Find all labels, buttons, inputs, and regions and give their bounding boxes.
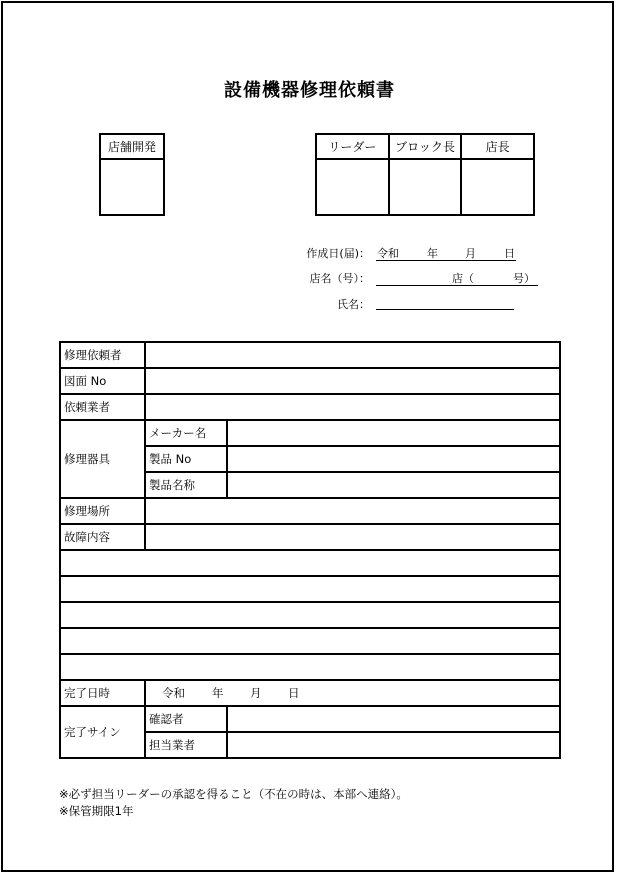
store-suffix: 店（ (452, 272, 474, 285)
table-row (60, 680, 560, 706)
table-row (60, 602, 560, 628)
table-row (60, 498, 560, 524)
location-field[interactable] (145, 498, 560, 524)
stamp-box-store-dev (99, 133, 165, 216)
store-name-label: 店名（号）： (309, 272, 370, 285)
completion-sign-label: 完了サイン (60, 706, 145, 758)
completion-date-field[interactable] (145, 680, 560, 706)
fault-detail-line-4[interactable] (60, 628, 560, 654)
stamp-cell-store-dev[interactable] (100, 159, 164, 215)
created-date-field[interactable] (376, 245, 516, 261)
completion-month: 月 (250, 685, 262, 700)
name-label: 氏名： (337, 298, 370, 311)
completion-year: 年 (212, 685, 224, 700)
drawing-no-field[interactable] (145, 368, 560, 394)
stamp-header-leader: リーダー (316, 134, 389, 159)
vendor-field[interactable] (145, 394, 560, 420)
note-retention: ※保管期限1年 (59, 804, 134, 818)
page-title: 設備機器修理依頼書 (224, 80, 395, 101)
fault-detail-line-3[interactable] (60, 602, 560, 628)
fault-field[interactable] (145, 524, 560, 550)
table-row (60, 420, 560, 446)
fault-detail-line-5[interactable] (60, 654, 560, 680)
notes (59, 786, 408, 820)
table-row (60, 342, 560, 368)
stamp-cell-store-manager[interactable] (461, 159, 534, 215)
confirmer-field[interactable] (227, 706, 560, 732)
table-row (60, 576, 560, 602)
equipment-label: 修理器具 (60, 420, 145, 498)
product-no-field[interactable] (227, 446, 560, 472)
requester-label: 修理依頼者 (60, 342, 145, 368)
table-row (60, 706, 560, 732)
vendor-label: 依頼業者 (60, 394, 145, 420)
requester-field[interactable] (145, 342, 560, 368)
table-row (60, 628, 560, 654)
stamp-header-store-dev: 店舗開発 (100, 134, 164, 159)
table-row (60, 654, 560, 680)
drawing-no-label: 図面 No (60, 368, 145, 394)
fault-detail-line-1[interactable] (60, 550, 560, 576)
maker-field[interactable] (227, 420, 560, 446)
completion-era: 令和 (162, 685, 185, 700)
table-row (60, 550, 560, 576)
repair-form-table (59, 341, 561, 759)
name-field[interactable] (376, 294, 514, 310)
product-no-label: 製品 No (145, 446, 227, 472)
completion-date-label: 完了日時 (60, 680, 145, 706)
fault-label: 故障内容 (60, 524, 145, 550)
created-era: 令和 (377, 247, 399, 260)
product-name-label: 製品名称 (145, 472, 227, 498)
table-row (60, 394, 560, 420)
stamp-box-approvals (315, 133, 535, 216)
table-row (60, 524, 560, 550)
note-approval: ※必ず担当リーダーの承認を得ること（不在の時は、本部へ連絡）。 (59, 787, 408, 801)
maker-label: メーカー名 (145, 420, 227, 446)
product-name-field[interactable] (227, 472, 560, 498)
created-month: 月 (465, 247, 476, 260)
stamp-cell-leader[interactable] (316, 159, 389, 215)
location-label: 修理場所 (60, 498, 145, 524)
store-name-field[interactable] (376, 270, 538, 286)
stamp-header-block-manager: ブロック長 (389, 134, 462, 159)
completion-day: 日 (288, 685, 300, 700)
store-number-suffix: 号） (513, 272, 535, 285)
created-date-label: 作成日(届)： (306, 247, 370, 260)
confirmer-label: 確認者 (145, 706, 227, 732)
stamp-header-store-manager: 店長 (461, 134, 534, 159)
worker-label: 担当業者 (145, 732, 227, 758)
stamp-cell-block-manager[interactable] (389, 159, 462, 215)
worker-field[interactable] (227, 732, 560, 758)
table-row (60, 368, 560, 394)
created-year: 年 (427, 247, 438, 260)
created-day: 日 (504, 247, 515, 260)
fault-detail-line-2[interactable] (60, 576, 560, 602)
